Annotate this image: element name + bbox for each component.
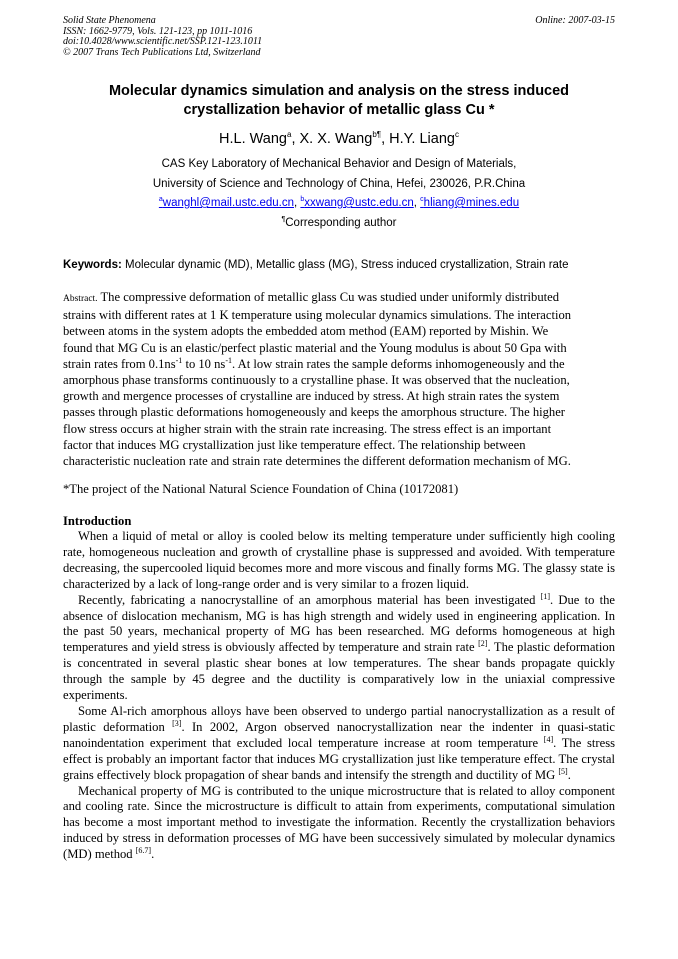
separator: , [291, 131, 300, 147]
email-address: wanghl@mail.ustc.edu.cn [162, 197, 294, 209]
abstract-line: characteristic nucleation rate and strain rate determines the different deformation mechanism of MG. [63, 454, 571, 469]
abstract-line: between atoms in the system adopts the embedded atom method (EAM) reported by Mishin. We [63, 324, 549, 339]
citation[interactable]: [1] [540, 591, 550, 601]
email-mark: b [300, 196, 305, 203]
doi-line: doi:10.4028/www.scientific.net/SSP.121-123.1011 [63, 36, 263, 47]
email-address: hliang@mines.edu [423, 197, 520, 209]
copyright-line: © 2007 Trans Tech Publications Ltd, Switzerland [63, 46, 261, 58]
abstract-line [63, 289, 615, 307]
abstract-line: amorphous phase transforms continuously to a crystalline phase. It was observed that the nucleation, [63, 373, 570, 388]
paper-title [63, 82, 615, 120]
abstract-label: Abstract. [63, 294, 98, 304]
paragraph [63, 593, 615, 704]
corresponding-text: Corresponding author [285, 216, 397, 229]
paragraph-text: . Due to the absence of dislocation mechanism, MG is has high strength and widely used in engineering application. In the past 50 years, mechanical property of MG has been researched. MG deforms homogeneous at high temperatures and yield stress is obviously affected by temperature and strain rate [63, 592, 615, 655]
abstract-text: to 10 ns [182, 356, 226, 371]
abstract-line: strains with different rates at 1 K temperature using molecular dynamics simulations. The interaction [63, 308, 572, 323]
citation[interactable]: [3] [172, 718, 182, 728]
separator: , [413, 197, 421, 209]
abstract-text: strain rates from 0.1ns [63, 356, 176, 371]
paragraph-text: Mechanical property of MG is contributed to the unique microstructure that is related to alloy component and cooling rate. Since the microstructure is difficult to attain from experiments, computational simulation has become a most important method to investigate the information. Recently the crystallization behaviors induced by stress in deformation processes of MG have been successively simulated by molecular dynamics (MD) method [63, 783, 615, 862]
exponent: -1 [225, 355, 233, 365]
email-mark: a [158, 196, 163, 203]
author-mark: a [286, 130, 292, 139]
author-name: H.L. Wang [219, 131, 287, 147]
paragraph: When a liquid of metal or alloy is cooled below its melting temperature under sufficiently high cooling rate, homogeneous nucleation and growth of crystalline phase is suppressed and avoided. With temperature decreasing, the supercooled liquid becomes more and more viscous and finally forms MG. The glassy state is characterized by a lack of long-range order and is very similar to a frozen liquid. [63, 529, 615, 591]
abstract-line: found that MG Cu is an elastic/perfect plastic material and the Young modulus is about 50 Gpa with [63, 340, 567, 355]
email-link-a[interactable] [159, 197, 294, 209]
online-date: Online: 2007-03-15 [535, 15, 615, 26]
introduction-body [63, 529, 615, 863]
abstract-line: passes through plastic deformations homogeneously and keeps the amorphous structure. The higher [63, 405, 566, 420]
paragraph-text: . [567, 767, 571, 782]
email-address: xxwang@ustc.edu.cn [304, 197, 414, 209]
abstract-text: . At low strain rates the sample deforms inhomogeneously and the [232, 356, 565, 371]
paragraph-text: . The stress effect is probably an important factor that induces MG crystallization just like temperature effect. The crystal grains effectively block propagation of shear bands and intensify the strength and ductility of MG [63, 735, 615, 782]
keywords [63, 258, 623, 273]
email-mark: c [420, 196, 424, 203]
paragraph-text: Recently, fabricating a nanocrystalline of an amorphous material has been investigated [78, 592, 541, 607]
affiliation-block [63, 155, 615, 233]
separator: , [294, 197, 301, 209]
abstract [63, 289, 615, 469]
affiliation-line-1: CAS Key Laboratory of Mechanical Behavior and Design of Materials, [161, 158, 517, 170]
corresponding-mark: ¶ [281, 215, 286, 223]
affiliation-line-2: University of Science and Technology of China, Hefei, 230026, P.R.China [152, 177, 526, 190]
paragraph [63, 704, 615, 784]
email-list [63, 194, 615, 214]
journal-name: Solid State Phenomena [63, 15, 156, 26]
section-heading-introduction: Introduction [63, 514, 132, 528]
author-name: X. X. Wang [299, 131, 373, 147]
citation[interactable]: [6.7] [135, 846, 152, 856]
citation[interactable]: [5] [558, 766, 568, 776]
issn-line: ISSN: 1662-9779, Vols. 121-123, pp 1011-1016 [63, 25, 253, 37]
funding-footnote: *The project of the National Natural Science Foundation of China (10172081) [63, 482, 459, 496]
corresponding-author-note [63, 214, 615, 234]
email-link-c[interactable] [420, 197, 519, 209]
abstract-line: factor that induces MG crystallization just like temperature effect. The relationship between [63, 437, 526, 452]
keywords-label: Keywords: [63, 259, 122, 271]
keywords-text: Molecular dynamic (MD), Metallic glass (MG), Stress induced crystallization, Strain rate [121, 259, 569, 271]
author-mark: b¶ [372, 130, 382, 139]
abstract-line: flow stress occurs at higher strain with the strain rate increasing. The stress effect is an important [63, 421, 552, 436]
email-link-b[interactable] [300, 197, 413, 209]
author-mark: c [454, 130, 459, 139]
citation[interactable]: [4] [543, 734, 554, 744]
paragraph-text: . [151, 847, 155, 862]
author-list [63, 130, 615, 148]
title-line-1: Molecular dynamics simulation and analysis on the stress induced [108, 83, 570, 99]
abstract-line: growth and mergence processes of crystalline are induced by stress. At high strain rates the system [63, 389, 560, 404]
abstract-text: The compressive deformation of metallic glass Cu was studied under uniformly distributed [97, 290, 560, 304]
paragraph-text: . In 2002, Argon observed nanocrystallization near the indenter in quasi-static nanoindentation experiment that excluded local temperature increase at room temperature [63, 719, 615, 750]
citation[interactable]: [2] [478, 639, 488, 649]
paragraph-text: Some Al-rich amorphous alloys have been observed to undergo partial nanocrystallization as a result of plastic deformation [63, 703, 615, 734]
exponent: -1 [175, 355, 183, 365]
author-name: H.Y. Liang [389, 131, 455, 147]
paragraph-text: . The plastic deformation is concentrated in several plastic shear bones at low temperatures. The shear bands propagate quickly through the sample by 45 degree and the ductility is comparatively low in the uniaxial compressive experiments. [63, 640, 615, 703]
separator: , [381, 131, 390, 147]
paragraph [63, 784, 615, 864]
title-line-2: crystallization behavior of metallic glass Cu * [183, 102, 495, 118]
journal-header [63, 16, 262, 58]
abstract-line [63, 356, 615, 372]
